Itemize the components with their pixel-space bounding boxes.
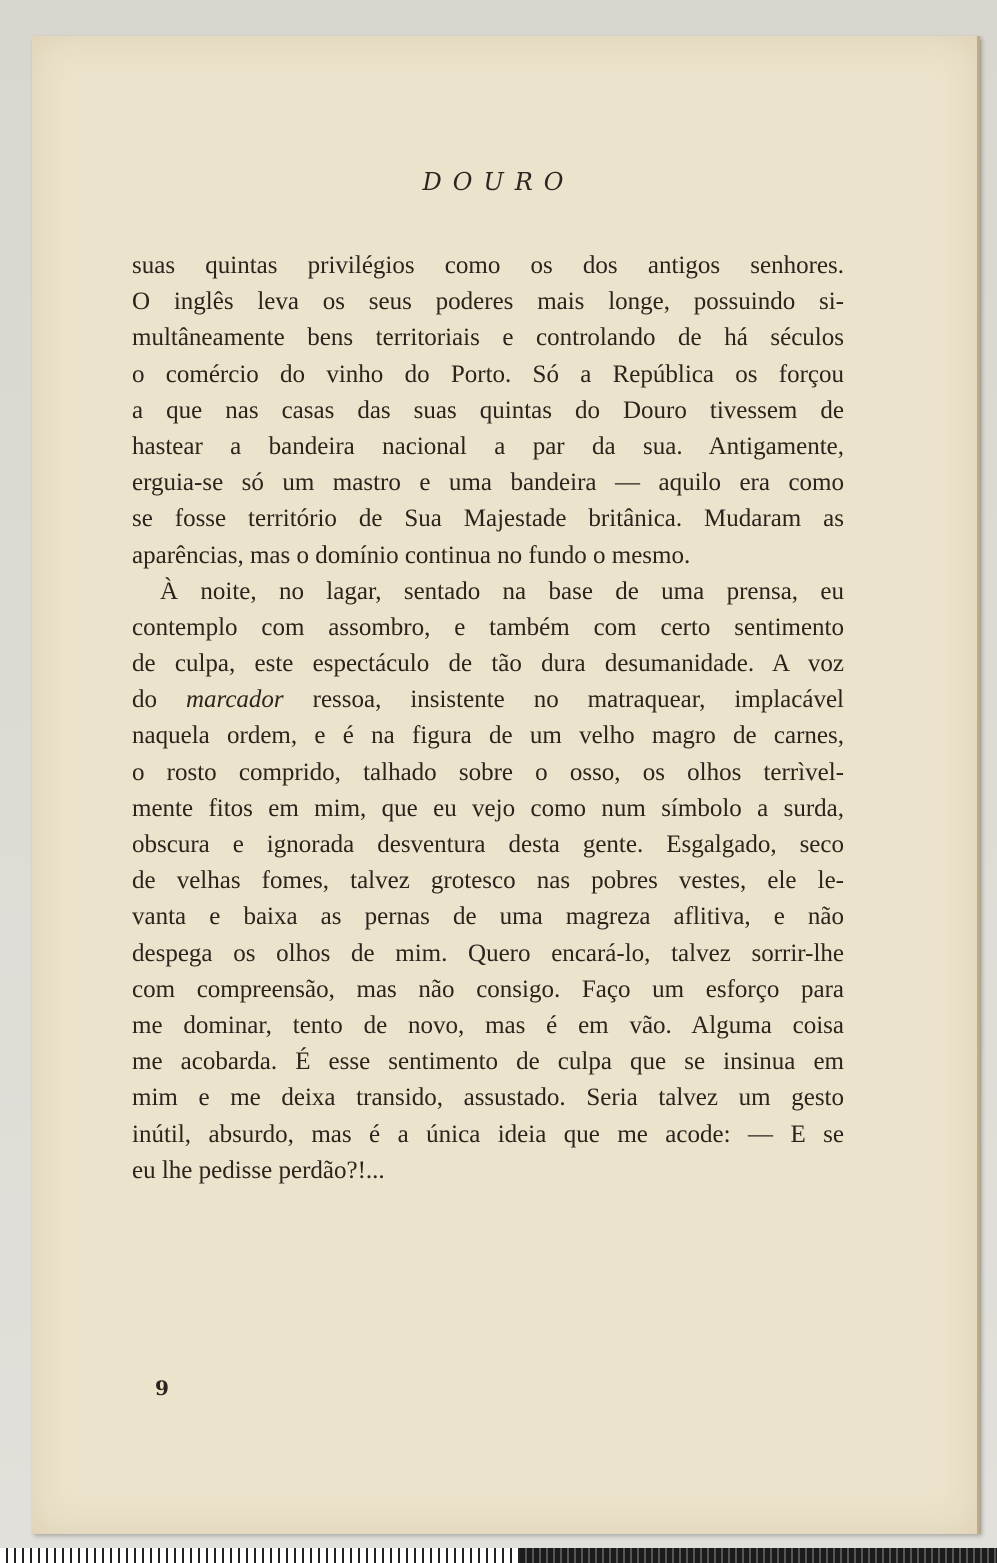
text-fragment: ressoa, insistente no matraquear, implacável: [283, 686, 844, 714]
scale-bar-dark: [520, 1548, 997, 1563]
text-line: despega os olhos de mim. Quero encará-lo, talvez sorrir-lhe: [132, 939, 844, 967]
text-line: a que nas casas das suas quintas do Douro tivessem de: [132, 396, 844, 424]
text-line: naquela ordem, e é na figura de um velho magro de carnes,: [132, 722, 844, 750]
text-line: obscura e ignorada desventura desta gente. Esgalgado, seco: [132, 831, 844, 858]
text-line: me dominar, tento de novo, mas é em vão. Alguma coisa: [132, 1011, 844, 1039]
text-line: se fosse território de Sua Majestade britânica. Mudaram as: [132, 505, 844, 533]
text-line: hastear a bandeira nacional a par da sua. Antigamente,: [132, 432, 844, 460]
text-line: inútil, absurdo, mas é a única ideia que me acode: — E se: [132, 1120, 844, 1148]
text-line: aparências, mas o domínio continua no fundo o mesmo.: [132, 541, 691, 569]
page-number: 9: [155, 1376, 169, 1400]
text-line: mente fitos em mim, que eu vejo como num símbolo a surda,: [132, 794, 844, 822]
text-line: o rosto comprido, talhado sobre o osso, os olhos terrìvel-: [132, 758, 844, 786]
text-line: me acobarda. É esse sentimento de culpa que se insinua em: [132, 1048, 844, 1076]
italic-term: marcador: [185, 686, 284, 714]
text-line-marcador: [132, 682, 844, 718]
text-line: o comércio do vinho do Porto. Só a República os forçou: [132, 360, 844, 388]
text-line: suas quintas privilégios como os dos antigos senhores.: [132, 252, 844, 279]
text-fragment: do: [132, 686, 186, 714]
text-line: contemplo com assombro, e também com certo sentimento: [132, 613, 844, 641]
text-line: eu lhe pedisse perdão?!...: [132, 1156, 385, 1184]
running-head: DOURO: [422, 168, 575, 196]
text-line: vanta e baixa as pernas de uma magreza aflitiva, e não: [132, 903, 844, 931]
text-line: mim e me deixa transido, assustado. Seria talvez um gesto: [132, 1084, 844, 1112]
text-line: À noite, no lagar, sentado na base de uma prensa, eu: [160, 577, 844, 605]
body-text: [132, 248, 844, 1189]
text-line: de velhas fomes, talvez grotesco nas pobres vestes, ele le-: [132, 867, 844, 895]
text-line: O inglês leva os seus poderes mais longe, possuindo si-: [132, 288, 844, 316]
text-line: de culpa, este espectáculo de tão dura desumanidade. A voz: [132, 650, 844, 678]
text-line: com compreensão, mas não consigo. Faço um esforço para: [132, 975, 844, 1003]
text-line: multâneamente bens territoriais e controlando de há séculos: [132, 324, 844, 352]
text-line: erguia-se só um mastro e uma bandeira — aquilo era como: [132, 469, 844, 497]
